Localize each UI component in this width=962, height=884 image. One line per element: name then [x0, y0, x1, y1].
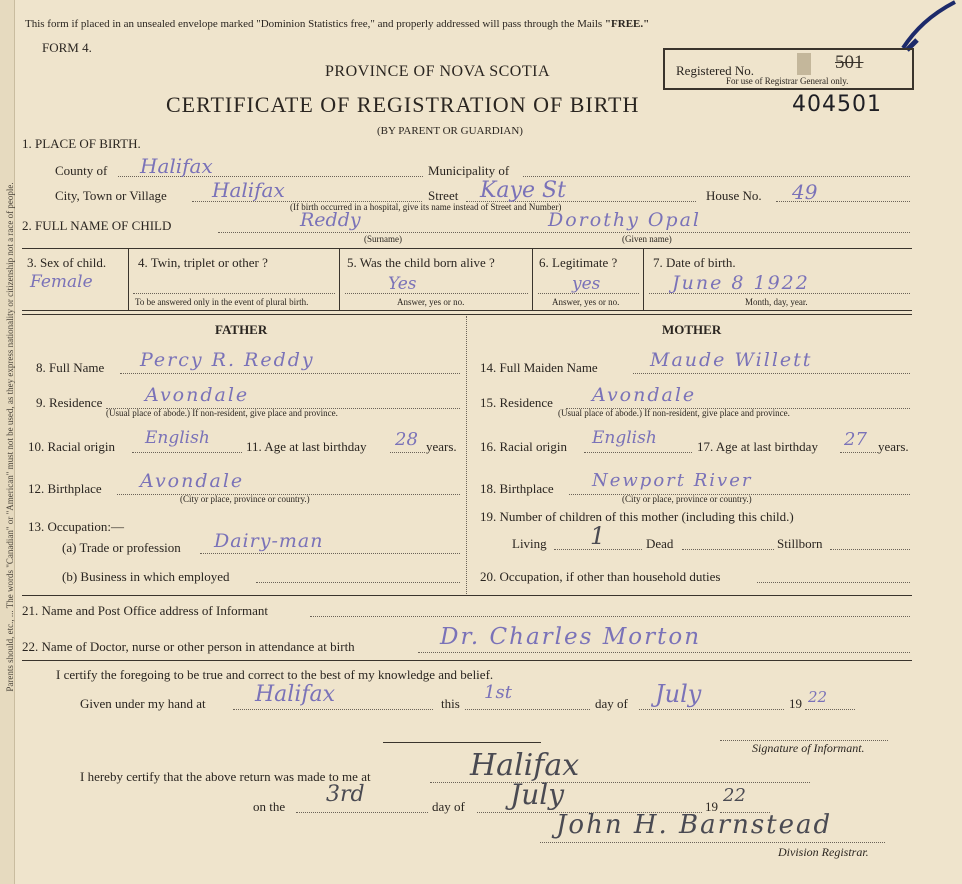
sex-value: Female: [30, 272, 93, 292]
day-of-label: day of: [595, 696, 628, 711]
alive-note: Answer, yes or no.: [397, 297, 465, 307]
mother-occupation-label: 20. Occupation, if other than household duties: [480, 569, 721, 584]
city-value: Halifax: [212, 178, 285, 202]
father-occupation-label: 13. Occupation:—: [28, 519, 125, 534]
mother-birthplace-note: (City or place, province or country.): [622, 494, 752, 504]
county-label: County of: [55, 163, 108, 178]
father-residence-note: (Usual place of abode.) If non-resident, give place and province.: [106, 408, 338, 418]
father-birthplace-value: Avondale: [140, 470, 245, 492]
mother-age-unit: years.: [878, 439, 909, 454]
province-title: PROVINCE OF NOVA SCOTIA: [325, 63, 551, 80]
street-value: Kaye St: [480, 178, 566, 203]
father-heading: FATHER: [215, 322, 268, 337]
doctor-label: 22. Name of Doctor, nurse or other person in attendance at birth: [22, 639, 355, 654]
given-place: Halifax: [255, 682, 336, 707]
return-text: I hereby certify that the above return was made to me at: [80, 769, 371, 784]
given-caption: (Given name): [622, 234, 672, 244]
page-title: CERTIFICATE OF REGISTRATION OF BIRTH: [166, 92, 640, 117]
return-place: Halifax: [470, 748, 580, 783]
registered-label: Registered No.: [676, 63, 754, 78]
father-racial-label: 10. Racial origin: [28, 439, 116, 454]
serial-number: 404501: [792, 92, 882, 117]
registered-note: For use of Registrar General only.: [726, 76, 849, 86]
house-value: 49: [792, 180, 818, 204]
return-month: July: [510, 778, 565, 811]
place-of-birth-heading: 1. PLACE OF BIRTH.: [22, 136, 141, 151]
mother-age-label: 17. Age at last birthday: [697, 439, 818, 454]
mother-name-value: Maude Willett: [650, 349, 813, 371]
trade-value: Dairy-man: [214, 530, 324, 552]
living-label: Living: [512, 536, 547, 551]
trade-label: (a) Trade or profession: [62, 540, 181, 555]
margin-note: Parents should, etc., ... The words "Canadian" or "American" must not be used, as they express nationality or citizenship not a race of people.: [5, 182, 15, 692]
given-year: 22: [808, 688, 828, 706]
father-birthplace-label: 12. Birthplace: [28, 481, 102, 496]
child-given-name: Dorothy Opal: [548, 209, 701, 231]
this-label: this: [441, 696, 460, 711]
father-name-value: Percy R. Reddy: [140, 349, 315, 371]
house-label: House No.: [706, 188, 762, 203]
legitimate-note: Answer, yes or no.: [552, 297, 620, 307]
surname-caption: (Surname): [364, 234, 402, 244]
street-label: Street: [428, 188, 459, 203]
county-value: Halifax: [140, 154, 213, 178]
father-name-label: 8. Full Name: [36, 360, 105, 375]
legitimate-value: yes: [572, 274, 601, 294]
mother-age-value: 27: [844, 429, 867, 450]
father-residence-label: 9. Residence: [36, 395, 103, 410]
business-label: (b) Business in which employed: [62, 569, 230, 584]
informant-signature-label: Signature of Informant.: [752, 741, 865, 755]
mother-name-label: 14. Full Maiden Name: [480, 360, 598, 375]
registrar-signature: John H. Barnstead: [556, 810, 833, 840]
child-name-label: 2. FULL NAME OF CHILD: [22, 218, 172, 233]
mother-residence-label: 15. Residence: [480, 395, 553, 410]
sex-label: 3. Sex of child.: [27, 255, 107, 270]
mother-birthplace-value: Newport River: [592, 470, 753, 491]
mother-racial-value: English: [592, 428, 657, 448]
return-year-prefix: 19: [705, 799, 718, 814]
mother-racial-label: 16. Racial origin: [480, 439, 568, 454]
city-label: City, Town or Village: [55, 188, 167, 203]
legitimate-label: 6. Legitimate ?: [539, 255, 618, 270]
twin-note: To be answered only in the event of plural birth.: [135, 297, 309, 307]
mother-residence-note: (Usual place of abode.) If non-resident, give place and province.: [558, 408, 790, 418]
father-age-label: 11. Age at last birthday: [246, 439, 367, 454]
hospital-note: (If birth occurred in a hospital, give its name instead of Street and Number): [290, 202, 562, 212]
margin-strip: [0, 0, 15, 884]
father-age-unit: years.: [426, 439, 457, 454]
mother-heading: MOTHER: [662, 322, 722, 337]
dob-note: Month, day, year.: [745, 297, 808, 307]
corner-pen-mark-icon: [895, 0, 962, 55]
alive-value: Yes: [388, 274, 417, 294]
municipality-label: Municipality of: [428, 163, 510, 178]
return-day: 3rd: [326, 782, 365, 807]
return-day-of-label: day of: [432, 799, 465, 814]
informant-label: 21. Name and Post Office address of Informant: [22, 603, 268, 618]
child-surname: Reddy: [300, 209, 361, 231]
mother-birthplace-label: 18. Birthplace: [480, 481, 554, 496]
dob-value: June 8 1922: [672, 272, 810, 294]
mother-residence-value: Avondale: [592, 384, 697, 406]
given-month: July: [655, 680, 702, 708]
twin-label: 4. Twin, triplet or other ?: [138, 255, 268, 270]
stillborn-label: Stillborn: [777, 536, 823, 551]
certify-text: I certify the foregoing to be true and correct to the best of my knowledge and belief.: [56, 667, 494, 682]
father-age-value: 28: [395, 429, 418, 450]
given-label: Given under my hand at: [80, 696, 206, 711]
registered-value: 501: [835, 52, 864, 73]
year-prefix: 19: [789, 696, 802, 711]
children-count-label: 19. Number of children of this mother (including this child.): [480, 509, 794, 524]
living-value: 1: [590, 522, 606, 550]
dob-label: 7. Date of birth.: [653, 255, 736, 270]
registrar-label: Division Registrar.: [778, 845, 869, 859]
father-birthplace-note: (City or place, province or country.): [180, 494, 310, 504]
registration-stamp: [797, 53, 811, 75]
given-day: 1st: [484, 682, 512, 703]
alive-label: 5. Was the child born alive ?: [347, 255, 495, 270]
return-year: 22: [723, 785, 746, 806]
doctor-value: Dr. Charles Morton: [440, 624, 702, 650]
dead-label: Dead: [646, 536, 674, 551]
on-the-label: on the: [253, 799, 286, 814]
father-racial-value: English: [145, 428, 210, 448]
mail-note: This form if placed in an unsealed envelope marked "Dominion Statistics free," and properly addressed will pass through the Mails "FREE.": [25, 18, 650, 30]
form-number: FORM 4.: [42, 40, 92, 55]
father-residence-value: Avondale: [145, 384, 250, 406]
page-subtitle: (BY PARENT OR GUARDIAN): [377, 125, 523, 137]
